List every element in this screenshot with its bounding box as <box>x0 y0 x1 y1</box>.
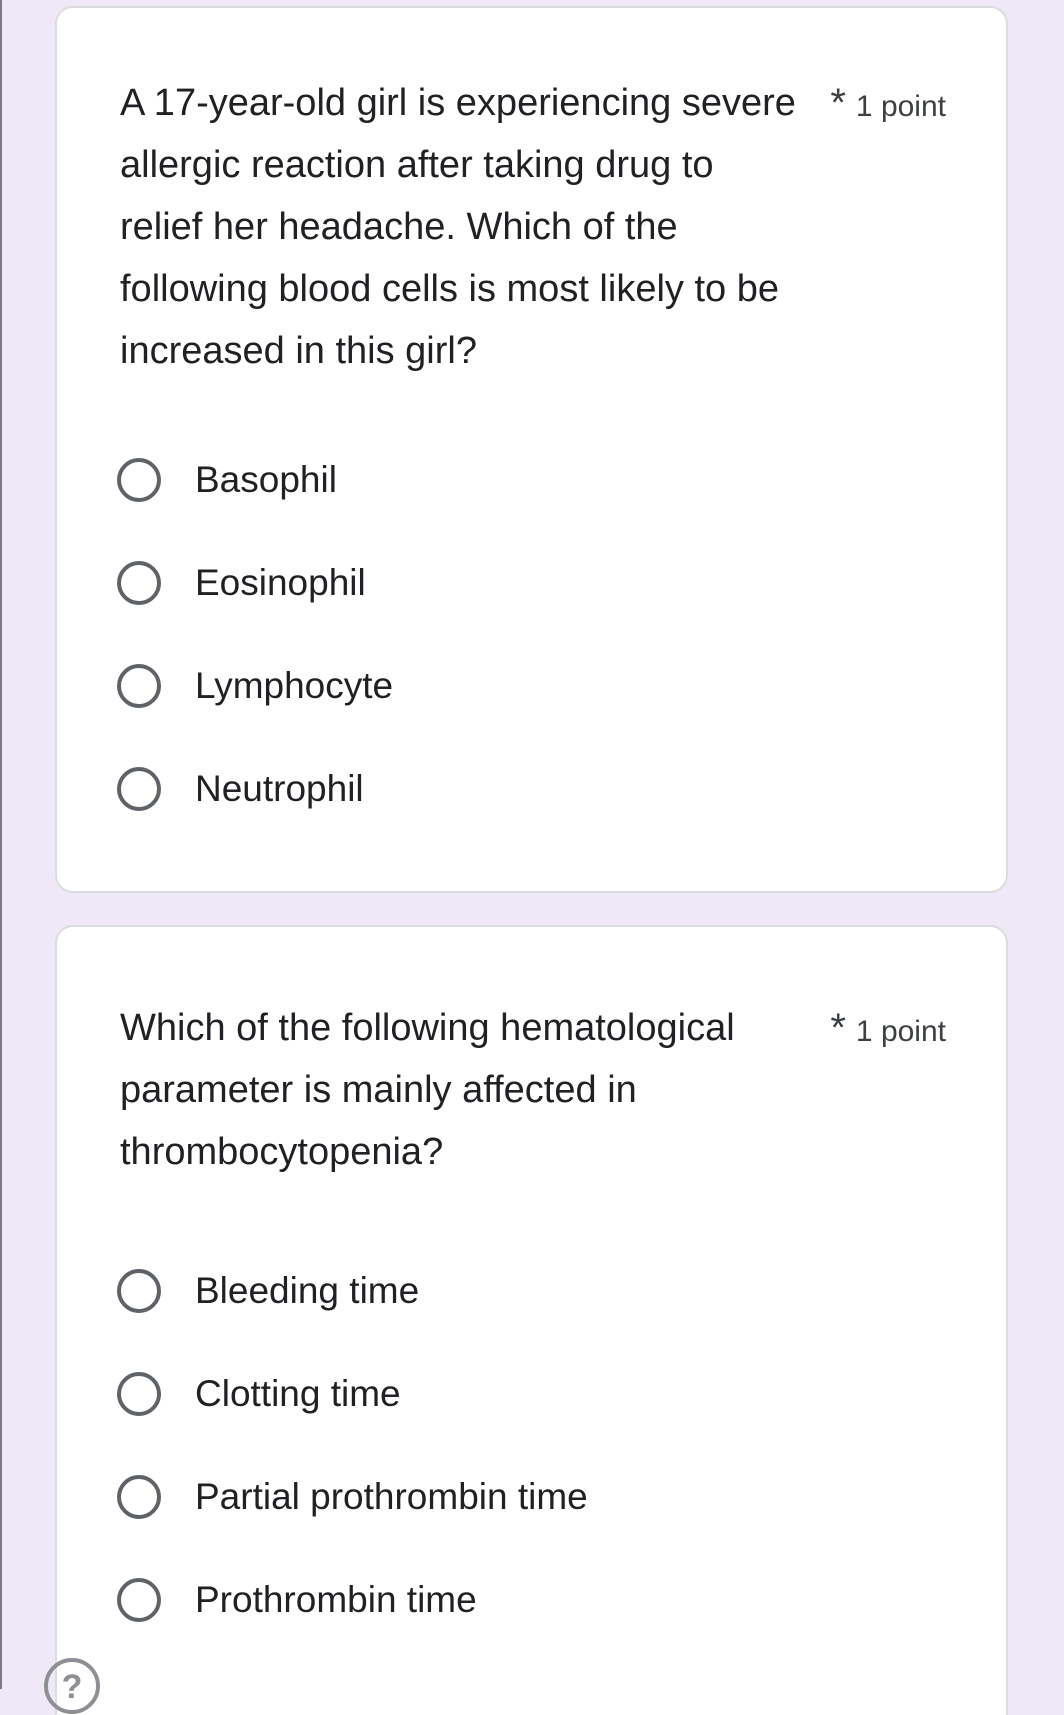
page-edge <box>0 0 2 1689</box>
radio-button[interactable] <box>117 1372 161 1416</box>
option-prothrombin-time[interactable] <box>117 1548 966 1651</box>
option-bleeding-time[interactable] <box>117 1239 966 1342</box>
required-asterisk: * <box>830 81 846 125</box>
radio-button[interactable] <box>117 1578 161 1622</box>
option-lymphocyte[interactable] <box>117 634 966 737</box>
option-label: Neutrophil <box>195 767 364 809</box>
option-label: Basophil <box>195 458 337 500</box>
question-header <box>120 72 946 382</box>
radio-button[interactable] <box>117 561 161 605</box>
options-list <box>117 1239 966 1651</box>
option-clotting-time[interactable] <box>117 1342 966 1445</box>
question-card-2 <box>55 925 1008 1715</box>
radio-button[interactable] <box>117 664 161 708</box>
option-basophil[interactable] <box>117 428 966 531</box>
option-label: Clotting time <box>195 1372 401 1414</box>
option-label: Partial prothrombin time <box>195 1475 588 1517</box>
option-neutrophil[interactable] <box>117 737 966 840</box>
option-eosinophil[interactable] <box>117 531 966 634</box>
option-label: Bleeding time <box>195 1269 420 1311</box>
question-text: Which of the following hematological parameter is mainly affected in thrombocytopenia? <box>120 1007 735 1173</box>
question-card-1 <box>55 6 1008 893</box>
radio-button[interactable] <box>117 1269 161 1313</box>
option-partial-prothrombin-time[interactable] <box>117 1445 966 1548</box>
radio-button[interactable] <box>117 458 161 502</box>
option-label: Lymphocyte <box>195 664 394 706</box>
question-header <box>120 997 946 1183</box>
radio-button[interactable] <box>117 1475 161 1519</box>
points-label: 1 point <box>855 90 946 123</box>
points-label: 1 point <box>855 1015 946 1048</box>
option-label: Prothrombin time <box>195 1578 477 1620</box>
help-icon[interactable]: ? <box>44 1658 100 1714</box>
radio-button[interactable] <box>117 767 161 811</box>
option-label: Eosinophil <box>195 561 366 603</box>
required-asterisk: * <box>830 1006 846 1050</box>
question-text: A 17-year-old girl is experiencing severe allergic reaction after taking drug to relief her headache. Which of the following blood cells is most likely to be increased in this girl? <box>120 82 796 372</box>
options-list <box>117 428 966 840</box>
